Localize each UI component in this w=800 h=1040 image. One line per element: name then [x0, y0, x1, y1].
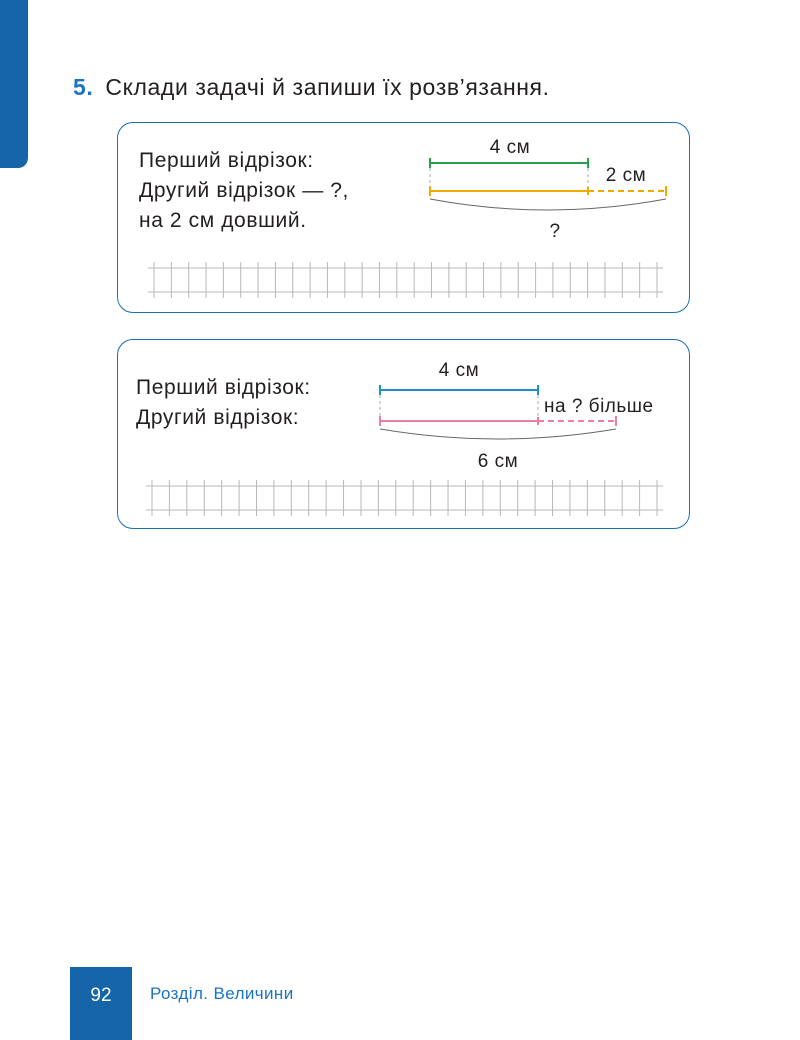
problem-card-1: [117, 122, 690, 313]
section-title: Розділ. Величини: [150, 984, 294, 1003]
label-4cm-1: 4 см: [489, 137, 531, 158]
side-tab: [0, 0, 28, 168]
problem-card-2: [117, 339, 690, 529]
problem-1-line-3: на 2 см довший.: [139, 209, 307, 232]
task-number: 5.: [73, 74, 94, 100]
problem-1-line-1: Перший відрізок:: [139, 149, 314, 172]
problem-1-line-2: Другий відрізок — ?,: [139, 179, 349, 202]
answer-grid-2: [146, 480, 663, 516]
problem-2-line-1: Перший відрізок:: [136, 376, 311, 399]
task-heading: [73, 74, 550, 101]
page-number: 92: [90, 985, 112, 1006]
label-6cm-2: 6 см: [477, 451, 519, 472]
label-4cm-2: 4 см: [438, 360, 480, 381]
label-question-1: ?: [549, 221, 561, 242]
problem-2-line-2: Другий відрізок:: [136, 406, 300, 429]
total-brace-2: [380, 429, 616, 439]
task-instruction: Склади задачі й запиши їх розв’язання.: [105, 74, 550, 100]
segment-diagram-2: [118, 340, 691, 530]
label-2cm-1: 2 см: [605, 165, 647, 186]
answer-grid-1: [148, 262, 663, 298]
page-number-tab: [70, 967, 132, 1040]
total-brace-1: [430, 199, 666, 210]
label-more-2: на ? більше: [544, 396, 654, 417]
segment-diagram-1: [118, 123, 691, 314]
